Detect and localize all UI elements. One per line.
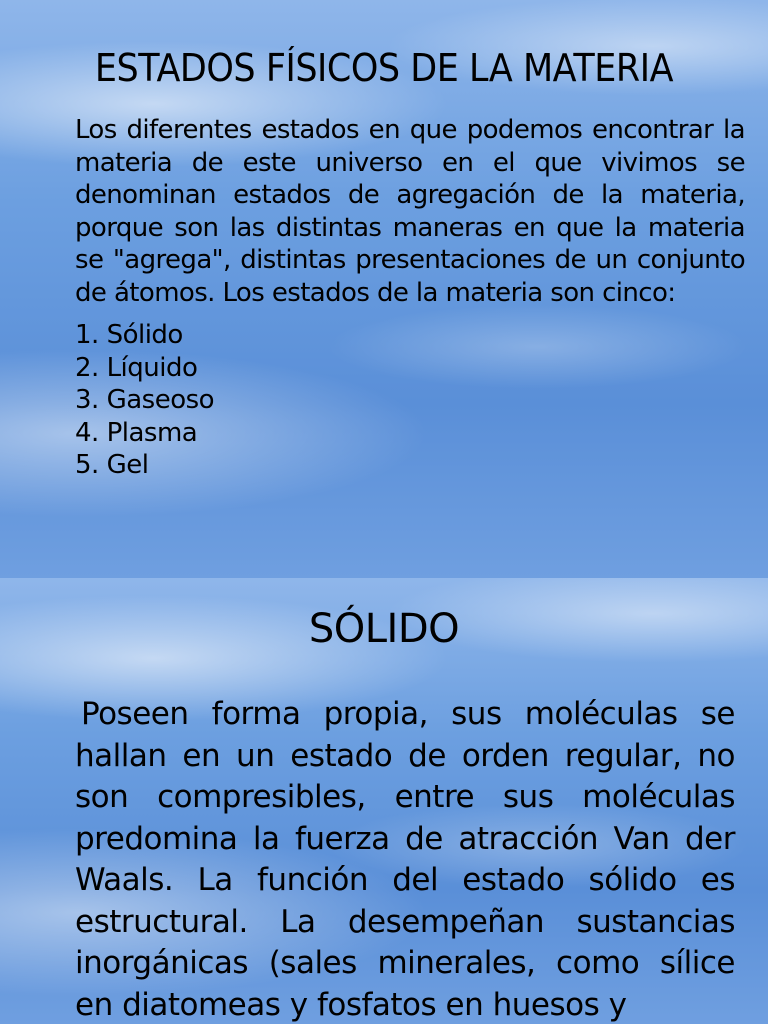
list-item: 1. Sólido bbox=[75, 320, 183, 350]
list-item: 4. Plasma bbox=[75, 417, 198, 448]
slide-title: SÓLIDO bbox=[308, 606, 460, 652]
slide-title: ESTADOS FÍSICOS DE LA MATERIA bbox=[94, 46, 674, 90]
solido-paragraph: Poseen forma propia, sus moléculas se hallan en un estado de orden regular, no son compresibles, entre sus moléculas predomina la fuerza de atracción Van der Waals. La función del estado sólido es estructural. La desempeñan sustancias inorgánicas (sales minerales, como sílice en diatomeas y fosfatos en huesos y bbox=[75, 696, 735, 1023]
states-list bbox=[75, 319, 768, 482]
list-item: 2. Líquido bbox=[75, 352, 198, 383]
list-item: 5. Gel bbox=[75, 450, 149, 480]
intro-paragraph: Los diferentes estados en que podemos encontrar la materia de este universo en el que vivimos se denominan estados de agregación de la materia, porque son las distintas maneras en que la materia se "agrega", distintas presentaciones de un conjunto de átomos. Los estados de la materia son cinco: bbox=[75, 115, 745, 308]
list-item: 3. Gaseoso bbox=[75, 385, 215, 415]
slide-solido bbox=[0, 578, 768, 1024]
